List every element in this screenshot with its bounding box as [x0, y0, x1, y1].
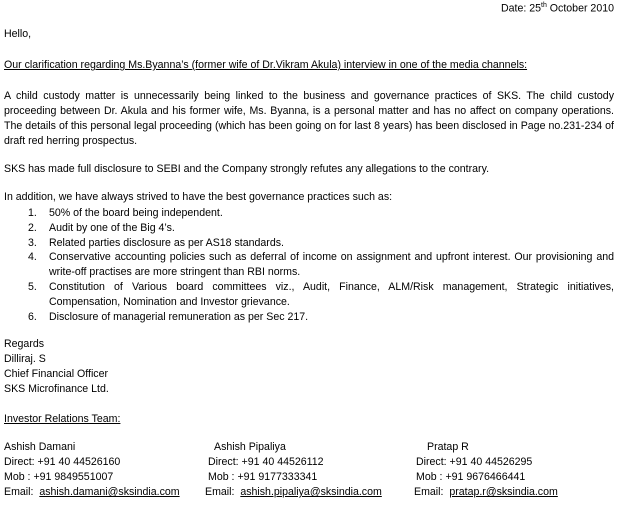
date-ordinal: th — [541, 2, 547, 9]
contact-direct: Direct: +91 40 44526112 — [208, 456, 324, 468]
contact-name: Ashish Damani — [4, 441, 76, 453]
greeting: Hello, — [4, 28, 32, 40]
contact-email-row: Email: ashish.damani@sksindia.com — [4, 486, 180, 498]
investor-relations-heading: Investor Relations Team: — [4, 413, 121, 425]
contact-name: Pratap R — [427, 441, 469, 453]
list-item: 1. 50% of the board being independent. — [28, 207, 223, 219]
contact-direct: Direct: +91 40 44526160 — [4, 456, 121, 468]
list-item: 6. Disclosure of managerial remuneration as per Sec 217. — [28, 310, 309, 323]
signoff-company: SKS Microfinance Ltd. — [4, 383, 109, 395]
list-item: 4. Conservative accounting policies such as deferral of income on assignment and upfront interest. Our provisioning and write-off practises are more stringent than RBI norms. — [28, 251, 614, 279]
governance-intro: In addition, we have always strived to have the best governance practices such as: — [4, 191, 393, 203]
contact-name: Ashish Pipaliya — [214, 441, 286, 453]
email-link[interactable]: ashish.damani@sksindia.com — [39, 486, 180, 498]
list-item: 2. Audit by one of the Big 4’s. — [28, 221, 175, 234]
contact-mobile: Mob : +91 9177333341 — [208, 471, 318, 483]
signoff-name: Dilliraj. S — [4, 353, 46, 365]
signoff-regards: Regards — [4, 338, 45, 350]
list-item: 5. Constitution of Various board committees viz., Audit, Finance, ALM/Risk management, Strategic initiatives, Compensation, Nomination and Investor grievance. — [28, 280, 614, 308]
contact-mobile: Mob : +91 9849551007 — [4, 471, 114, 483]
contact-direct: Direct: +91 40 44526295 — [416, 456, 533, 468]
contact-email-row: Email: ashish.pipaliya@sksindia.com — [205, 486, 382, 498]
contact-email-row: Email: pratap.r@sksindia.com — [414, 486, 558, 498]
email-link[interactable]: ashish.pipaliya@sksindia.com — [240, 486, 382, 498]
list-item: 3. Related parties disclosure as per AS18 standards. — [28, 236, 284, 249]
email-link[interactable]: pratap.r@sksindia.com — [449, 486, 558, 498]
governance-practices-list — [28, 206, 614, 324]
letter-date: Date: 25th October 2010 — [500, 2, 614, 15]
signoff-title: Chief Financial Officer — [4, 368, 109, 380]
contact-mobile: Mob : +91 9676466441 — [416, 471, 526, 483]
disclosure-paragraph: SKS has made full disclosure to SEBI and the Company strongly refutes any allegations to the contrary. — [4, 163, 490, 175]
custody-paragraph: A child custody matter is unnecessarily being linked to the business and governance practices of SKS. The child custody proceeding between Dr. Akula and his former wife, Ms. Byanna, is a personal matter and has no affect on company operations. The details of this personal legal proceeding (which has been going on for last 8 years) has been disclosed in Page no.231-234 of draft red herring prospectus. — [4, 90, 614, 147]
clarification-heading: Our clarification regarding Ms.Byanna’s (former wife of Dr.Vikram Akula) interview in one of the media channels: — [4, 59, 528, 71]
